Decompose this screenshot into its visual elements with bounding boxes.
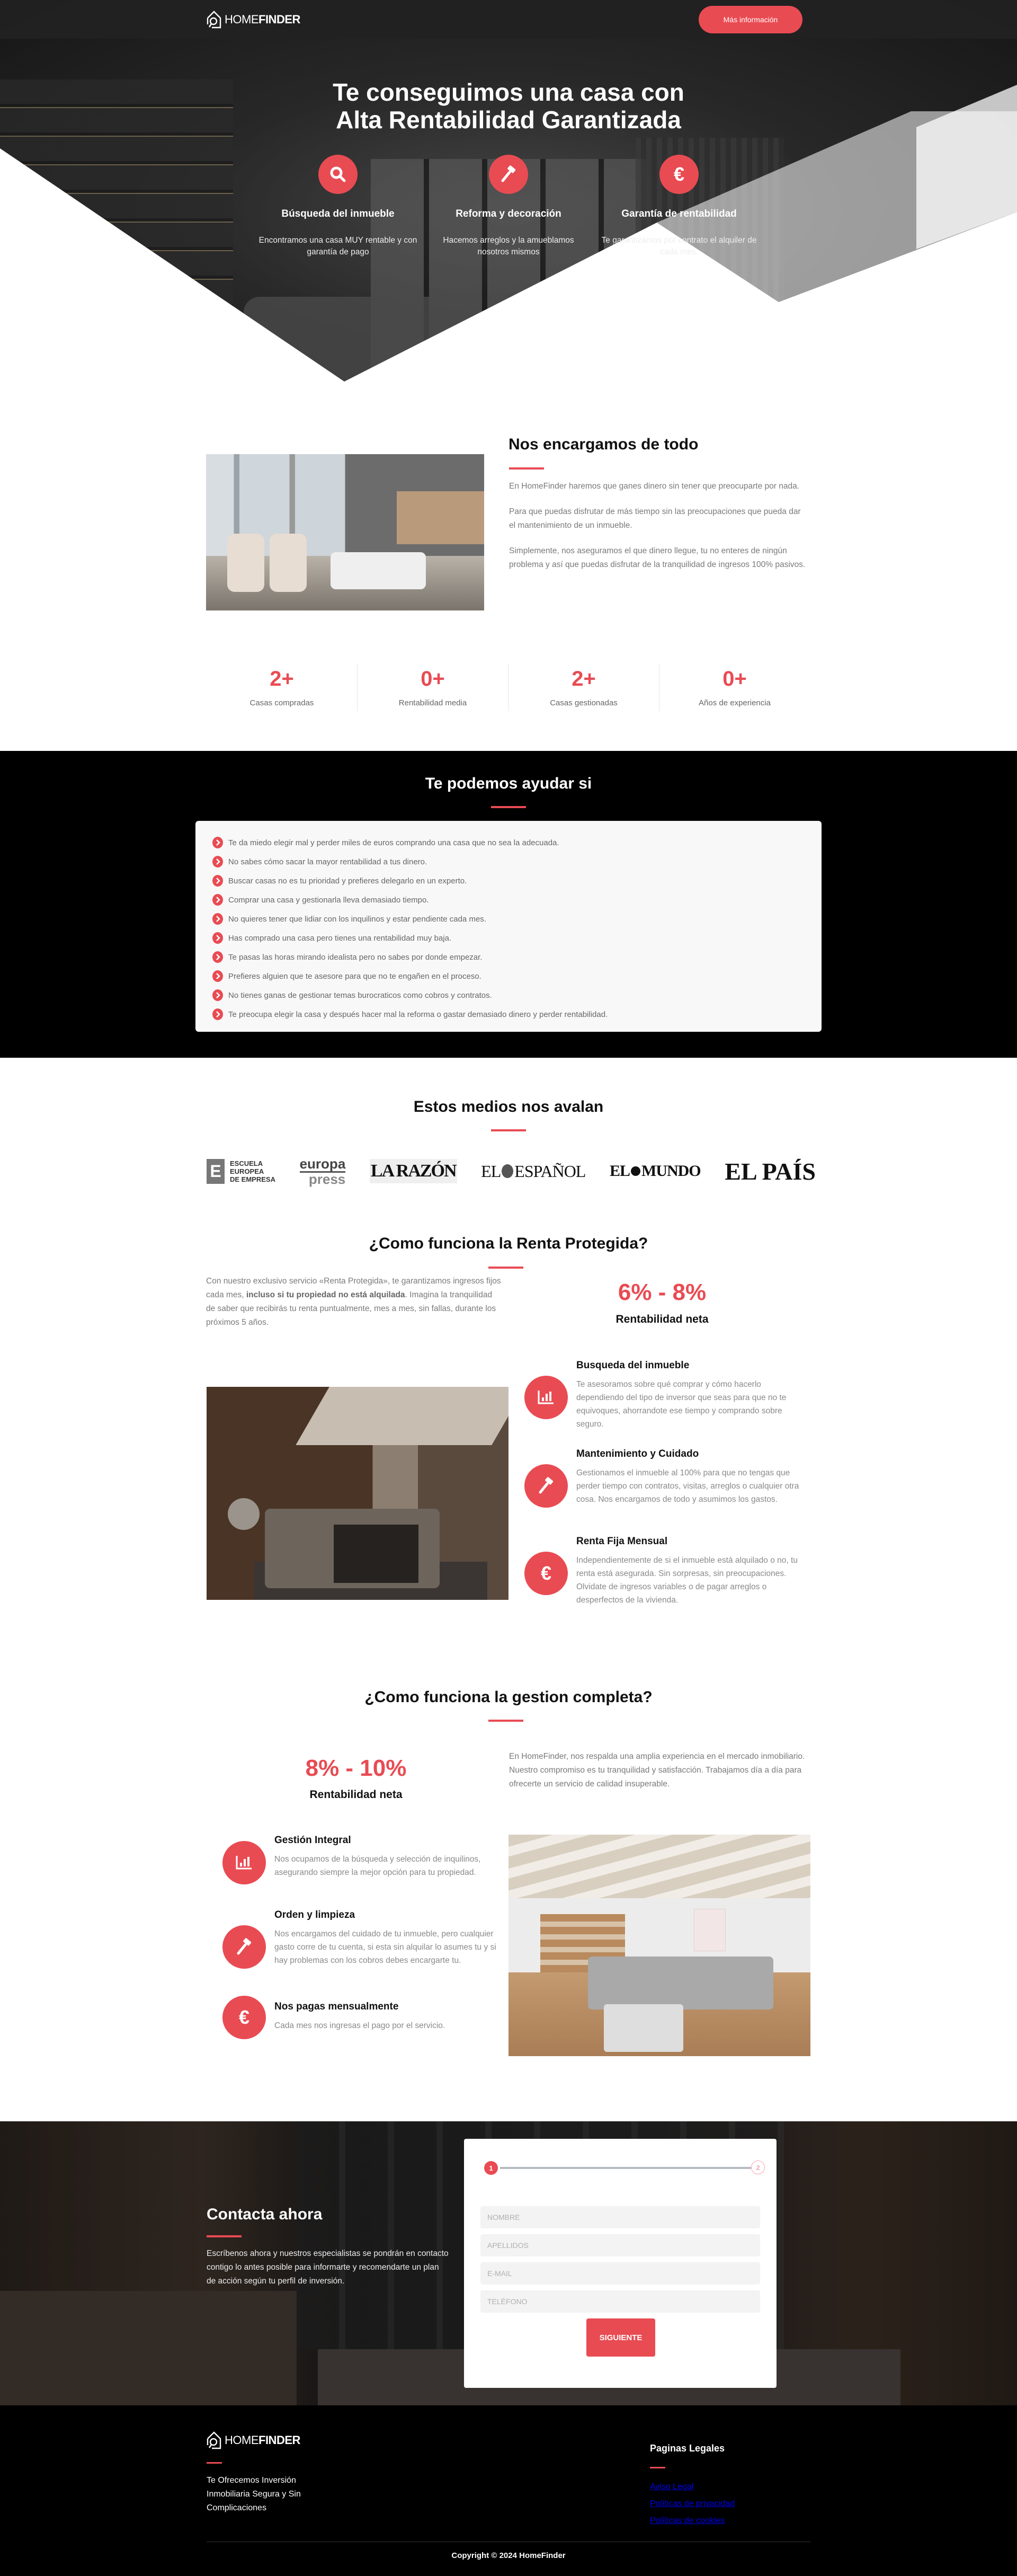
bedroom-image <box>207 1387 508 1600</box>
image-sofa <box>331 552 426 589</box>
logo-escuela-europea-empresa <box>207 1159 275 1184</box>
gestion-rate-label: Rentabilidad neta <box>309 1789 403 1801</box>
brand-logo[interactable] <box>207 11 300 29</box>
renta-service-search <box>524 1360 810 1431</box>
legal-link-privacy[interactable]: Políticas de privacidad <box>650 2499 735 2508</box>
chevron-right-icon <box>212 932 223 944</box>
euro-icon: € <box>222 1996 266 2039</box>
help-item <box>212 909 805 928</box>
hammer-icon <box>489 155 528 194</box>
image-cabinet <box>397 491 484 544</box>
help-item <box>212 833 805 852</box>
feature-title: Búsqueda del inmueble <box>281 208 395 219</box>
chevron-right-icon <box>212 951 223 963</box>
stat-houses-bought <box>207 667 357 707</box>
service-title: Orden y limpieza <box>274 1909 355 1920</box>
modern-living-room-image <box>508 1835 810 2056</box>
help-item <box>212 928 805 948</box>
contact-text: Escríbenos ahora y nuestros especialistas se pondrán en contacto contigo lo antes posible para informarte y recomendarte un plan de acción según tu perfil de inversión. <box>207 2249 449 2286</box>
gestion-intro: En HomeFinder, nos respalda una amplia experiencia en el mercado inmobiliario. Nuestro compromiso es tu tranquilidad y satisfacción. Trabajamos día a día para ofrecerte un servicio de calidad insuperable. <box>509 1752 805 1789</box>
help-item <box>212 890 805 909</box>
renta-intro-bold: incluso si tu propiedad no está alquilada <box>246 1290 405 1299</box>
chevron-right-icon <box>212 875 223 887</box>
service-text: Cada mes nos ingresas el pago por el servicio. <box>274 2021 445 2030</box>
stat-avg-return <box>358 667 508 707</box>
more-info-button[interactable]: Más información <box>699 6 802 33</box>
chevron-right-icon <box>212 856 223 867</box>
about-text <box>509 480 806 572</box>
gestion-rate: 8% - 10% <box>305 1755 407 1781</box>
chevron-right-icon <box>212 970 223 982</box>
house-search-icon <box>207 2431 221 2449</box>
image-chair <box>227 534 264 592</box>
stat-value: 0+ <box>421 667 445 691</box>
gestion-service-integral <box>222 1835 493 1884</box>
renta-service-fixed-rent <box>524 1536 810 1607</box>
renta-intro-text: . Imagina la tranquilidad de saber que recibirás tu renta puntualmente, mes a mes, sin fallas, durante los próximos 5 años. <box>206 1290 496 1327</box>
service-text: Independientemente de si el inmueble está alquilado o no, tu renta está asegurada. Sin sorpresas, sin preocupaciones. Olvidate de ingresos variables o de pagar arreglos o desperfectos de la vivienda. <box>576 1556 798 1605</box>
help-item <box>212 967 805 986</box>
logo-europa-top: europa <box>299 1155 346 1172</box>
living-room-image <box>206 454 484 610</box>
legal-links <box>650 2482 735 2526</box>
chevron-right-icon <box>212 989 223 1001</box>
feature-title: Garantía de rentabilidad <box>621 208 737 219</box>
renta-rate: 6% - 8% <box>618 1279 707 1305</box>
help-item-text: Te pasas las horas mirando idealista pero no sabes por donde empezar. <box>228 952 483 962</box>
legal-link-cookies[interactable]: Políticas de cookies <box>650 2516 725 2525</box>
hero-title <box>0 78 1017 134</box>
hero-feature-renovation <box>429 155 588 258</box>
chevron-right-icon <box>212 894 223 906</box>
contact-title: Contacta ahora <box>207 2206 323 2223</box>
accent-divider <box>488 1720 523 1722</box>
service-text: Nos encargamos del cuidado de tu inmueble, pero cualquier gasto corre de tu cuenta, si esta sin alquilar lo asumes tu y si hay problemas con los cobros debes encargarte tu. <box>274 1929 496 1965</box>
chevron-right-icon <box>212 837 223 848</box>
footer-tagline: Te Ofrecemos Inversión Inmobiliaria Segura y Sin Complicaciones <box>207 2476 301 2512</box>
help-item-text: Te da miedo elegir mal y perder miles de euros comprando una casa que no sea la adecuada. <box>228 838 559 847</box>
legal-link-aviso[interactable]: Aviso Legal <box>650 2482 694 2491</box>
service-body <box>274 1996 445 2039</box>
hero-title-line2: Alta Rentabilidad Garantizada <box>336 106 681 134</box>
image-sofa <box>588 1957 773 2010</box>
logo-eee-line: EUROPEA <box>230 1167 264 1175</box>
accent-divider <box>491 806 526 808</box>
hero-section <box>0 0 1017 382</box>
accent-divider <box>509 467 544 470</box>
copyright: Copyright © 2024 HomeFinder <box>451 2551 566 2560</box>
logo-eee-line: DE EMPRESA <box>230 1175 275 1183</box>
feature-text: Te garantizamos por contrato el alquiler de cada mes. <box>601 236 757 256</box>
accent-divider <box>488 1267 523 1269</box>
stat-years-experience <box>659 667 810 707</box>
service-body <box>274 1835 493 1884</box>
chevron-right-icon <box>212 1008 223 1020</box>
chart-icon <box>524 1376 568 1419</box>
help-item-text: Te preocupa elegir la casa y después hacer mal la reforma o gastar demasiado dinero y perder rentabilidad. <box>228 1010 608 1019</box>
help-card <box>195 821 822 1032</box>
service-body <box>576 1448 810 1508</box>
stat-houses-managed <box>508 667 659 707</box>
service-body <box>274 1909 508 1969</box>
renta-service-maintenance <box>524 1448 810 1508</box>
house-search-icon <box>207 11 221 29</box>
about-paragraph: En HomeFinder haremos que ganes dinero sin tener que preocuparte por nada. <box>509 482 800 491</box>
gestion-title: ¿Como funciona la gestion completa? <box>364 1688 653 1706</box>
gestion-service-payment <box>222 1996 493 2039</box>
logo-la-razon: LA RAZÓN <box>370 1159 457 1183</box>
service-title: Nos pagas mensualmente <box>274 2001 399 2012</box>
accent-divider <box>491 1129 526 1131</box>
image-ceiling <box>296 1387 508 1445</box>
hero-title-line1: Te conseguimos una casa con <box>333 78 684 106</box>
image-lamp <box>228 1498 260 1530</box>
euro-icon: € <box>659 155 699 194</box>
logo-europa-press <box>300 1157 346 1185</box>
feature-text: Hacemos arreglos y la amueblamos nosotros mismos <box>443 236 574 256</box>
service-text: Gestionamos el inmueble al 100% para que no tengas que perder tiempo con contratos, visitas, arreglos o cualquier otra cosa. Nos encargamos de todo y asumimos los gastos. <box>576 1468 799 1504</box>
legal-title: Paginas Legales <box>650 2443 725 2454</box>
service-title: Renta Fija Mensual <box>576 1536 668 1547</box>
help-item-text: Prefieres alguien que te asesore para que no te engañen en el proceso. <box>228 971 481 981</box>
next-button[interactable]: SIGUIENTE <box>586 2318 655 2357</box>
brand-home: HOME <box>225 13 258 26</box>
phone-field[interactable] <box>480 2290 760 2313</box>
lion-icon <box>502 1164 513 1178</box>
help-item-text: Buscar casas no es tu prioridad y prefieres delegarlo en un experto. <box>228 876 467 886</box>
image-blanket <box>334 1525 418 1583</box>
help-title: Te podemos ayudar si <box>425 775 592 792</box>
feature-title: Reforma y decoración <box>456 208 561 219</box>
logo-eee-text <box>230 1159 275 1183</box>
about-paragraph: Para que puedas disfrutar de más tiempo sin las preocupaciones que pueda dar el mantenimiento de un inmueble. <box>509 507 801 530</box>
image-art <box>694 1909 726 1951</box>
brand-finder: FINDER <box>258 13 300 26</box>
brand-home: HOME <box>225 2433 258 2447</box>
help-item-text: No sabes cómo sacar la mayor rentabilidad a tus dinero. <box>228 857 427 866</box>
footer <box>0 2405 1017 2576</box>
logo-el-mundo <box>610 1162 701 1180</box>
gestion-service-cleaning <box>222 1909 508 1969</box>
logo-text: EL <box>481 1161 501 1181</box>
logo-text: EL <box>609 1162 630 1180</box>
stat-label: Casas gestionadas <box>550 698 618 707</box>
service-body <box>576 1360 810 1431</box>
media-title: Estos medios nos avalan <box>413 1098 604 1116</box>
help-item <box>212 852 805 871</box>
stat-label: Rentabilidad media <box>398 698 467 707</box>
help-item <box>212 871 805 890</box>
name-field[interactable] <box>480 2206 760 2228</box>
surname-field[interactable] <box>480 2234 760 2256</box>
service-text: Te asesoramos sobre qué comprar y cómo hacerlo dependiendo del tipo de inversor que seas para que no te equivoques, ahorrandote ese tiempo y comprando sobre seguro. <box>576 1380 787 1429</box>
feature-text: Encontramos una casa MUY rentable y con garantía de pago <box>258 236 417 256</box>
accent-divider <box>207 2235 242 2237</box>
help-item <box>212 986 805 1005</box>
service-body <box>576 1536 810 1607</box>
renta-rate-label: Rentabilidad neta <box>615 1313 709 1325</box>
help-item-text: No tienes ganas de gestionar temas burocraticos como cobros y contratos. <box>228 990 492 1000</box>
top-navbar <box>0 0 1017 39</box>
hero-feature-search <box>258 155 417 258</box>
help-item <box>212 1005 805 1024</box>
globe-icon <box>631 1166 640 1176</box>
step-progress-line <box>500 2167 751 2169</box>
stat-value: 2+ <box>572 667 596 691</box>
stat-label: Casas compradas <box>249 698 314 707</box>
help-item-text: No quieres tener que lidiar con los inquilinos y estar pendiente cada mes. <box>228 914 486 924</box>
chart-icon <box>222 1841 266 1884</box>
logo-text: MUNDO <box>641 1162 701 1180</box>
logo-el-pais: EL PAÍS <box>725 1157 816 1185</box>
logo-eee-line: ESCUELA <box>230 1159 263 1167</box>
renta-intro <box>206 1274 503 1330</box>
logo-text: ESPAÑOL <box>514 1161 586 1181</box>
service-title: Mantenimiento y Cuidado <box>576 1448 699 1459</box>
help-item-text: Has comprado una casa pero tienes una rentabilidad muy baja. <box>228 933 452 943</box>
about-title: Nos encargamos de todo <box>508 436 699 453</box>
accent-divider <box>207 2462 222 2464</box>
stats-row <box>207 663 810 711</box>
renta-intro-text: Con nuestro exclusivo servicio «Renta Protegida», te garantizamos ingresos fijos cada mes, <box>206 1277 501 1299</box>
hero-feature-guarantee <box>600 155 759 258</box>
step-2-indicator: 2 <box>751 2161 765 2174</box>
search-icon <box>318 155 358 194</box>
brand-finder: FINDER <box>258 2433 300 2447</box>
hammer-icon <box>524 1464 568 1508</box>
logo-el-espanol <box>481 1162 585 1181</box>
image-beams <box>508 1835 810 1898</box>
media-logos <box>207 1155 816 1187</box>
about-paragraph: Simplemente, nos aseguramos el que dinero llegue, tu no enteres de ningún problema y así que puedas disfrutar de la tranquilidad de ingresos 100% pasivos. <box>509 546 806 569</box>
logo-europa-bottom: press <box>308 1171 346 1187</box>
stat-label: Años de experiencia <box>699 698 771 707</box>
contact-form <box>464 2139 777 2388</box>
chevron-right-icon <box>212 913 223 925</box>
stat-value: 0+ <box>722 667 747 691</box>
help-item-text: Comprar una casa y gestionarla lleva demasiado tiempo. <box>228 895 429 905</box>
logo-eee-mark: E <box>207 1159 225 1184</box>
email-field[interactable] <box>480 2262 760 2285</box>
footer-brand-logo[interactable] <box>207 2431 300 2449</box>
service-text: Nos ocupamos de la búsqueda y selección de inquilinos, asegurando siempre la mejor opción para tu propiedad. <box>274 1855 481 1877</box>
stat-value: 2+ <box>270 667 294 691</box>
renta-title: ¿Como funciona la Renta Protegida? <box>369 1235 648 1252</box>
hammer-icon <box>222 1925 266 1969</box>
help-item <box>212 948 805 967</box>
service-title: Busqueda del inmueble <box>576 1360 690 1371</box>
euro-icon: € <box>524 1552 568 1595</box>
accent-divider <box>650 2467 665 2468</box>
step-1-indicator: 1 <box>484 2161 498 2175</box>
image-chair <box>270 534 307 592</box>
image-pouf <box>604 2004 683 2052</box>
service-title: Gestión Integral <box>274 1835 351 1846</box>
